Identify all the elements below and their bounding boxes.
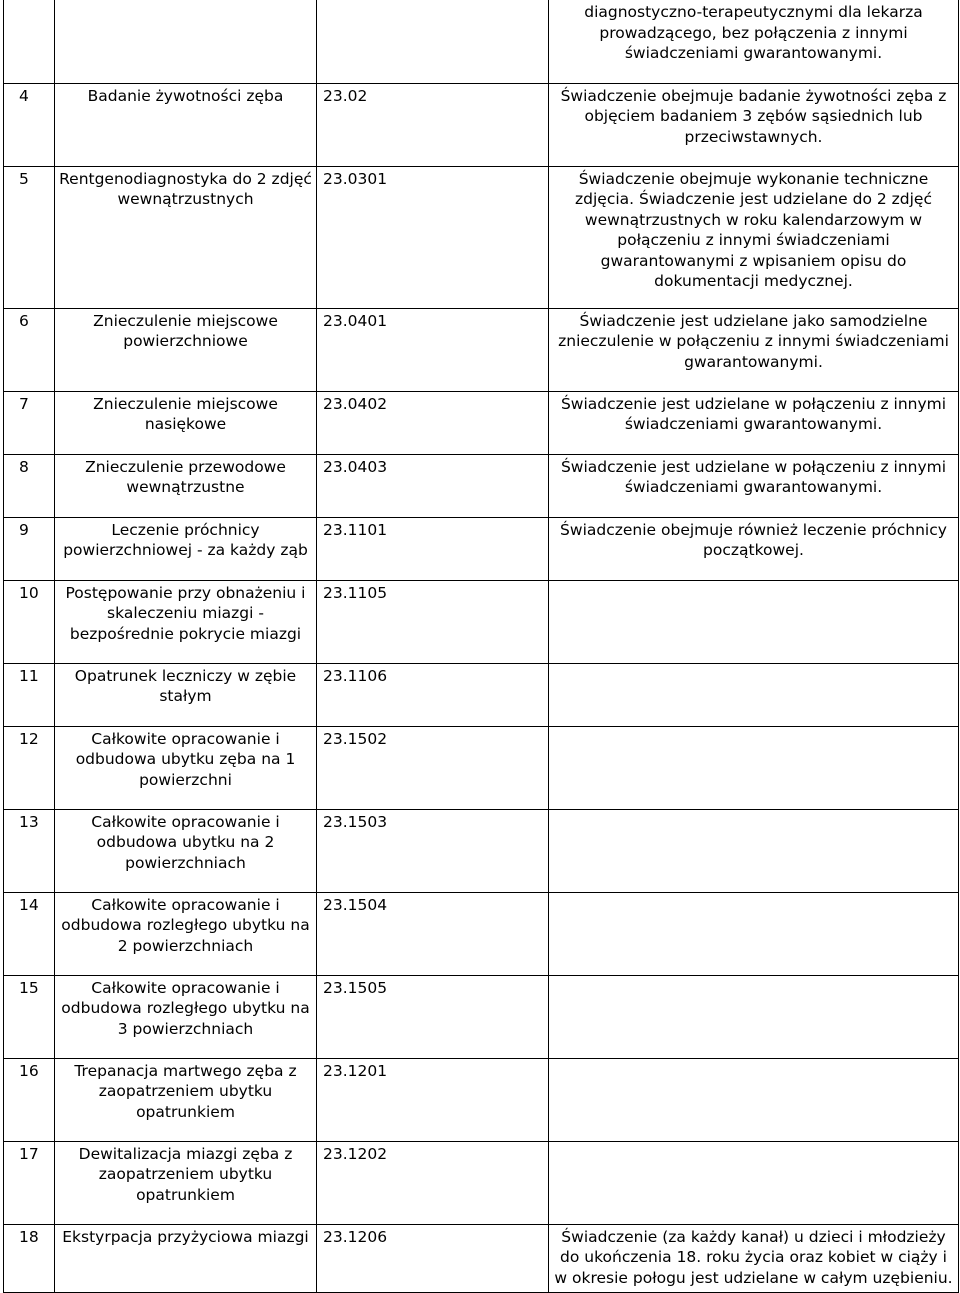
benefit-name: Całkowite opracowanie i odbudowa ubytku na 2 powierzchniach: [55, 809, 317, 892]
benefit-code: 23.1505: [317, 975, 549, 1058]
table-row: [4, 726, 959, 809]
benefit-code: 23.1105: [317, 580, 549, 663]
benefit-code: 23.02: [317, 83, 549, 166]
benefit-name: [55, 0, 317, 83]
benefit-code: 23.1502: [317, 726, 549, 809]
benefit-name: Badanie żywotności zęba: [55, 83, 317, 166]
row-number: 7: [4, 391, 55, 454]
benefit-name: Całkowite opracowanie i odbudowa rozległego ubytku na 2 powierzchniach: [55, 892, 317, 975]
row-number: 12: [4, 726, 55, 809]
benefit-description: [549, 892, 959, 975]
table-row: [4, 809, 959, 892]
table-row: [4, 517, 959, 580]
row-number: 6: [4, 308, 55, 391]
benefits-table: [3, 0, 959, 1293]
benefit-description: Świadczenie jest udzielane jako samodzielne znieczulenie w połączeniu z innymi świadczeniami gwarantowanymi.: [549, 308, 959, 391]
table-row: [4, 975, 959, 1058]
benefit-name: Całkowite opracowanie i odbudowa rozległego ubytku na 3 powierzchniach: [55, 975, 317, 1058]
benefit-code: 23.1106: [317, 663, 549, 726]
row-number: [4, 0, 55, 83]
row-number: 16: [4, 1058, 55, 1141]
row-number: 9: [4, 517, 55, 580]
benefit-name: Leczenie próchnicy powierzchniowej - za każdy ząb: [55, 517, 317, 580]
benefit-code: 23.1503: [317, 809, 549, 892]
benefit-description: [549, 663, 959, 726]
benefit-description: Świadczenie jest udzielane w połączeniu z innymi świadczeniami gwarantowanymi.: [549, 454, 959, 517]
benefit-code: 23.1202: [317, 1141, 549, 1224]
row-number: 13: [4, 809, 55, 892]
table-row: [4, 1141, 959, 1224]
benefit-description: Świadczenie (za każdy kanał) u dzieci i młodzieży do ukończenia 18. roku życia oraz kobiet w ciąży i w okresie połogu jest udzielane w całym uzębieniu.: [549, 1224, 959, 1293]
benefit-name: Znieczulenie miejscowe powierzchniowe: [55, 308, 317, 391]
benefit-description: [549, 580, 959, 663]
row-number: 4: [4, 83, 55, 166]
table-row: [4, 1058, 959, 1141]
benefit-description: Świadczenie jest udzielane w połączeniu z innymi świadczeniami gwarantowanymi.: [549, 391, 959, 454]
benefit-name: Postępowanie przy obnażeniu i skaleczeniu miazgi - bezpośrednie pokrycie miazgi: [55, 580, 317, 663]
benefit-description: [549, 726, 959, 809]
table-row: [4, 391, 959, 454]
row-number: 11: [4, 663, 55, 726]
table-row: [4, 892, 959, 975]
benefit-name: Trepanacja martwego zęba z zaopatrzeniem ubytku opatrunkiem: [55, 1058, 317, 1141]
benefit-name: Ekstyrpacja przyżyciowa miazgi: [55, 1224, 317, 1293]
benefit-code: 23.0401: [317, 308, 549, 391]
row-number: 15: [4, 975, 55, 1058]
benefit-description: [549, 809, 959, 892]
benefit-name: Opatrunek leczniczy w zębie stałym: [55, 663, 317, 726]
benefit-description: [549, 975, 959, 1058]
table-row: [4, 308, 959, 391]
benefit-code: 23.0301: [317, 166, 549, 308]
row-number: 10: [4, 580, 55, 663]
benefit-code: 23.1201: [317, 1058, 549, 1141]
benefit-name: Całkowite opracowanie i odbudowa ubytku zęba na 1 powierzchni: [55, 726, 317, 809]
row-number: 14: [4, 892, 55, 975]
benefit-description: diagnostyczno-terapeutycznymi dla lekarza prowadzącego, bez połączenia z innymi świadczeniami gwarantowanymi.: [549, 0, 959, 83]
benefit-description: [549, 1058, 959, 1141]
benefit-name: Znieczulenie miejscowe nasiękowe: [55, 391, 317, 454]
benefit-code: 23.0402: [317, 391, 549, 454]
row-number: 17: [4, 1141, 55, 1224]
benefit-name: Dewitalizacja miazgi zęba z zaopatrzeniem ubytku opatrunkiem: [55, 1141, 317, 1224]
benefit-name: Znieczulenie przewodowe wewnątrzustne: [55, 454, 317, 517]
row-number: 5: [4, 166, 55, 308]
table-row: [4, 83, 959, 166]
benefit-description: Świadczenie obejmuje badanie żywotności zęba z objęciem badaniem 3 zębów sąsiednich lub przeciwstawnych.: [549, 83, 959, 166]
table-row: [4, 580, 959, 663]
table-row: [4, 454, 959, 517]
benefit-description: [549, 1141, 959, 1224]
benefit-description: Świadczenie obejmuje wykonanie techniczne zdjęcia. Świadczenie jest udzielane do 2 zdjęć wewnątrzustnych w roku kalendarzowym w połączeniu z innymi świadczeniami gwarantowanymi z wpisaniem opisu do dokumentacji medycznej.: [549, 166, 959, 308]
table-row: [4, 663, 959, 726]
benefit-code: 23.1504: [317, 892, 549, 975]
benefit-description: Świadczenie obejmuje również leczenie próchnicy początkowej.: [549, 517, 959, 580]
benefit-code: [317, 0, 549, 83]
benefit-name: Rentgenodiagnostyka do 2 zdjęć wewnątrzustnych: [55, 166, 317, 308]
table-row: [4, 1224, 959, 1293]
benefit-code: 23.0403: [317, 454, 549, 517]
row-number: 8: [4, 454, 55, 517]
table-row: [4, 0, 959, 83]
benefit-code: 23.1101: [317, 517, 549, 580]
table-body: [4, 0, 959, 1293]
table-row: [4, 166, 959, 308]
row-number: 18: [4, 1224, 55, 1293]
benefit-code: 23.1206: [317, 1224, 549, 1293]
